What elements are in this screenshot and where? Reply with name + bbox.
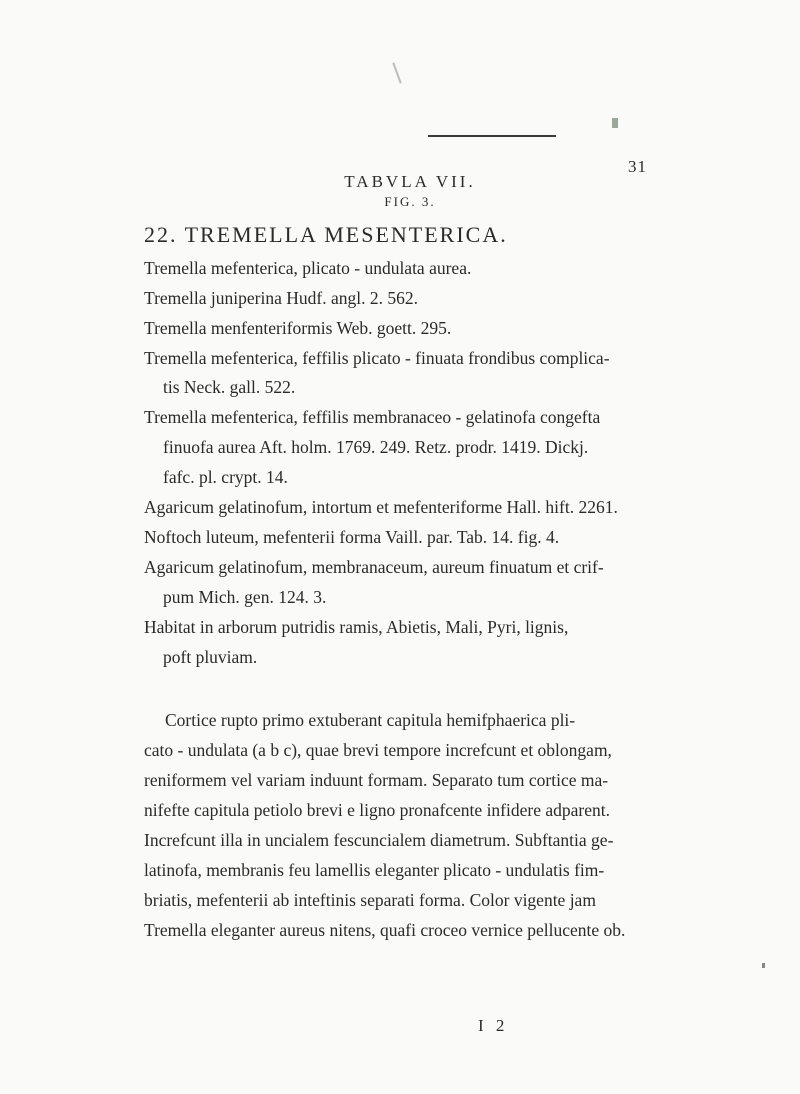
paper-mark bbox=[612, 118, 618, 128]
synonym-line: Agaricum gelatinofum, membranaceum, aureum finuatum et crif- bbox=[144, 557, 604, 577]
description-line: latinofa, membranis feu lamellis eleganter plicato - undulatis fim- bbox=[144, 860, 605, 880]
synonym-line: tis Neck. gall. 522. bbox=[163, 377, 296, 397]
synonym-line: Tremella menfenteriformis Web. goett. 295. bbox=[144, 318, 452, 338]
synonym-line: Tremella juniperina Hudf. angl. 2. 562. bbox=[144, 288, 418, 308]
description-line: Increfcunt illa in uncialem fescuncialem diametrum. Subftantia ge- bbox=[144, 830, 614, 850]
description-line: Tremella eleganter aureus nitens, quafi croceo vernice pellucente ob. bbox=[144, 920, 626, 940]
synonym-line: Tremella mefenterica, feffilis plicato - finuata frondibus complica- bbox=[144, 348, 610, 368]
synonym-line: Agaricum gelatinofum, intortum et mefenteriforme Hall. hift. 2261. bbox=[144, 497, 618, 517]
paper-mark bbox=[392, 62, 401, 83]
synonym-line: finuofa aurea Aft. holm. 1769. 249. Retz. prodr. 1419. Dickj. bbox=[163, 437, 589, 457]
description-line: nifefte capitula petiolo brevi e ligno pronafcente infidere adparent. bbox=[144, 800, 610, 820]
description-line: reniformem vel variam induunt formam. Separato tum cortice ma- bbox=[144, 770, 609, 790]
page-number: 31 bbox=[628, 157, 647, 176]
figure-label: FIG. 3. bbox=[384, 194, 436, 209]
description-line: briatis, mefenterii ab inteftinis separati forma. Color vigente jam bbox=[144, 890, 596, 910]
paper-mark bbox=[762, 963, 765, 968]
synonym-line: Tremella mefenterica, plicato - undulata aurea. bbox=[144, 258, 472, 278]
synonym-line: fafc. pl. crypt. 14. bbox=[163, 467, 288, 487]
habitat-line: poft pluviam. bbox=[163, 647, 258, 667]
habitat-line: Habitat in arborum putridis ramis, Abietis, Mali, Pyri, lignis, bbox=[144, 617, 569, 637]
synonym-line: Noftoch luteum, mefenterii forma Vaill. par. Tab. 14. fig. 4. bbox=[144, 527, 560, 547]
description-line: cato - undulata (a b c), quae brevi tempore increfcunt et oblongam, bbox=[144, 740, 612, 760]
folio-signature: I 2 bbox=[478, 1016, 509, 1035]
header-rule bbox=[428, 135, 556, 137]
synonym-line: pum Mich. gen. 124. 3. bbox=[163, 587, 327, 607]
description-line: Cortice rupto primo extuberant capitula hemifphaerica pli- bbox=[165, 710, 576, 730]
synonym-line: Tremella mefenterica, feffilis membranaceo - gelatinofa congefta bbox=[144, 407, 601, 427]
species-heading: 22. TREMELLA MESENTERICA. bbox=[144, 222, 508, 247]
plate-title: TABVLA VII. bbox=[344, 172, 476, 191]
